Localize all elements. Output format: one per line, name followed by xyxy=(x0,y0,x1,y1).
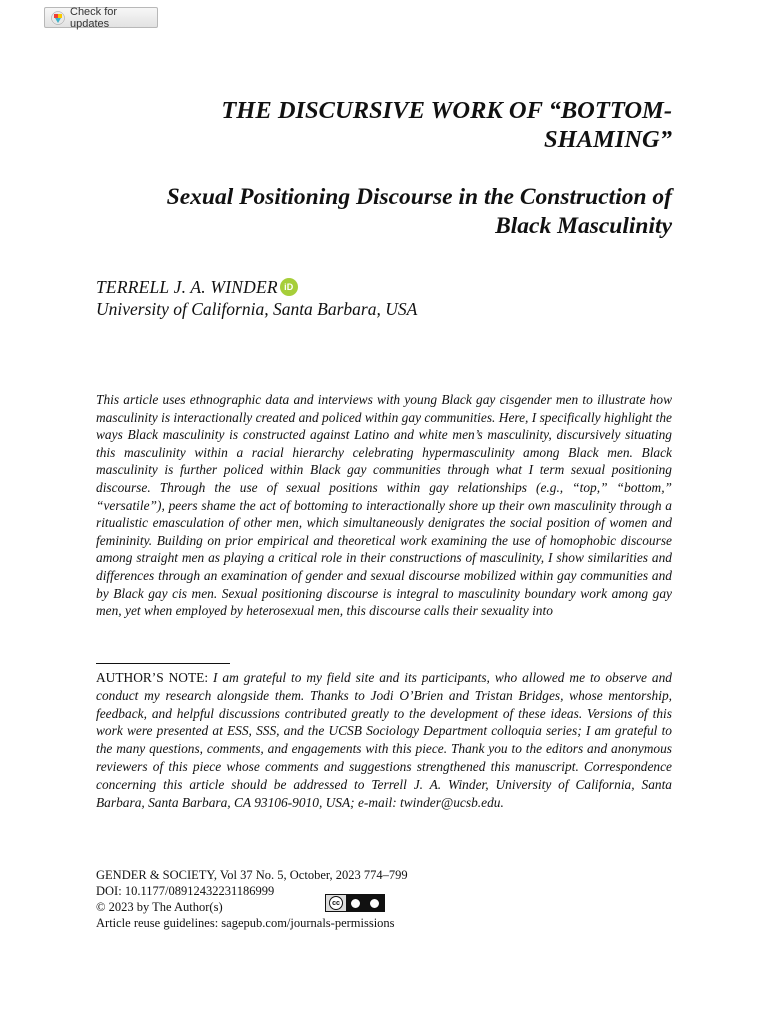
abstract-text: This article uses ethnographic data and interviews with young Black gay cisgender men to illustrate how masculinity is interactionally created and policed within gay communities. Here, I specifically highlight the ways Black masculinity is constructed against Latino and white men’s masculinity, discursively situating this masculinity within a racial hierarchy celebrating hypermasculinity among Black men. Black masculinity is further policed within Black gay communities through what I term sexual positioning discourse. Through the use of sexual positions within gay relationships (e.g., “top,” “bottom,” “versatile”), peers shame the act of bottoming to interactionally shore up their own masculinity through a ritualistic emasculation of other men, which simultaneously denigrates the social position of women and femininity. Building on prior empirical and theoretical work examining the use of homophobic discourse among straight men as playing a critical role in their constructions of masculinity, I show similarities and differences through an examination of gender and sexual discourse mobilized within gay communities and by Black gay cis men. Sexual positioning discourse is integral to masculinity boundary work among gay men, yet when employed by heterosexual men, this discourse calls their sexuality into xyxy=(96,392,672,619)
cc-icon: cc xyxy=(329,896,343,910)
author-affiliation: University of California, Santa Barbara, USA xyxy=(96,299,418,319)
orcid-icon[interactable]: iD xyxy=(280,278,298,296)
article-subtitle: Sexual Positioning Discourse in the Construction of Black Masculinity xyxy=(166,184,672,239)
check-for-updates-button[interactable] xyxy=(44,7,158,28)
journal-copyright: © 2023 by The Author(s) xyxy=(96,900,223,914)
authors-note xyxy=(96,669,672,811)
authors-note-text: I am grateful to my field site and its participants, who allowed me to observe and conduct my research alongside them. Thanks to Jodi O’Brien and Tristan Bridges, whose mentorship, feedback, and helpful discussions contributed greatly to the development of these ideas. Versions of this work were presented at ESS, SSS, and the UCSB Sociology Department colloquia series; I am grateful to the many questions, comments, and engagements with this piece. Thank you to the editors and anonymous reviewers of this piece whose comments and suggestions strengthened this manuscript. Correspondence concerning this article should be addressed to Terrell J. A. Winder, University of California, Santa Barbara, Santa Barbara, CA 93106-9010, USA; e-mail: twinder@ucsb.edu. xyxy=(96,670,672,810)
journal-citation: GENDER & SOCIETY, Vol 37 No. 5, October, 2023 774–799 xyxy=(96,868,408,882)
article-title: THE DISCURSIVE WORK OF “BOTTOM-SHAMING” xyxy=(221,97,672,153)
cc-license-badge[interactable] xyxy=(325,894,385,912)
author-name: TERRELL J. A. WINDER xyxy=(96,277,278,297)
authors-note-label: AUTHOR’S NOTE: xyxy=(96,670,209,685)
journal-reuse-guidelines: Article reuse guidelines: sagepub.com/journals-permissions xyxy=(96,916,395,930)
abstract xyxy=(96,391,672,655)
footnote-divider xyxy=(96,663,230,664)
crossmark-icon xyxy=(51,11,65,25)
noncommercial-icon xyxy=(369,898,380,909)
check-for-updates-label: Check for updates xyxy=(70,5,118,30)
attribution-icon xyxy=(350,898,361,909)
journal-doi: DOI: 10.1177/08912432231186999 xyxy=(96,884,275,898)
author-line xyxy=(96,276,298,298)
